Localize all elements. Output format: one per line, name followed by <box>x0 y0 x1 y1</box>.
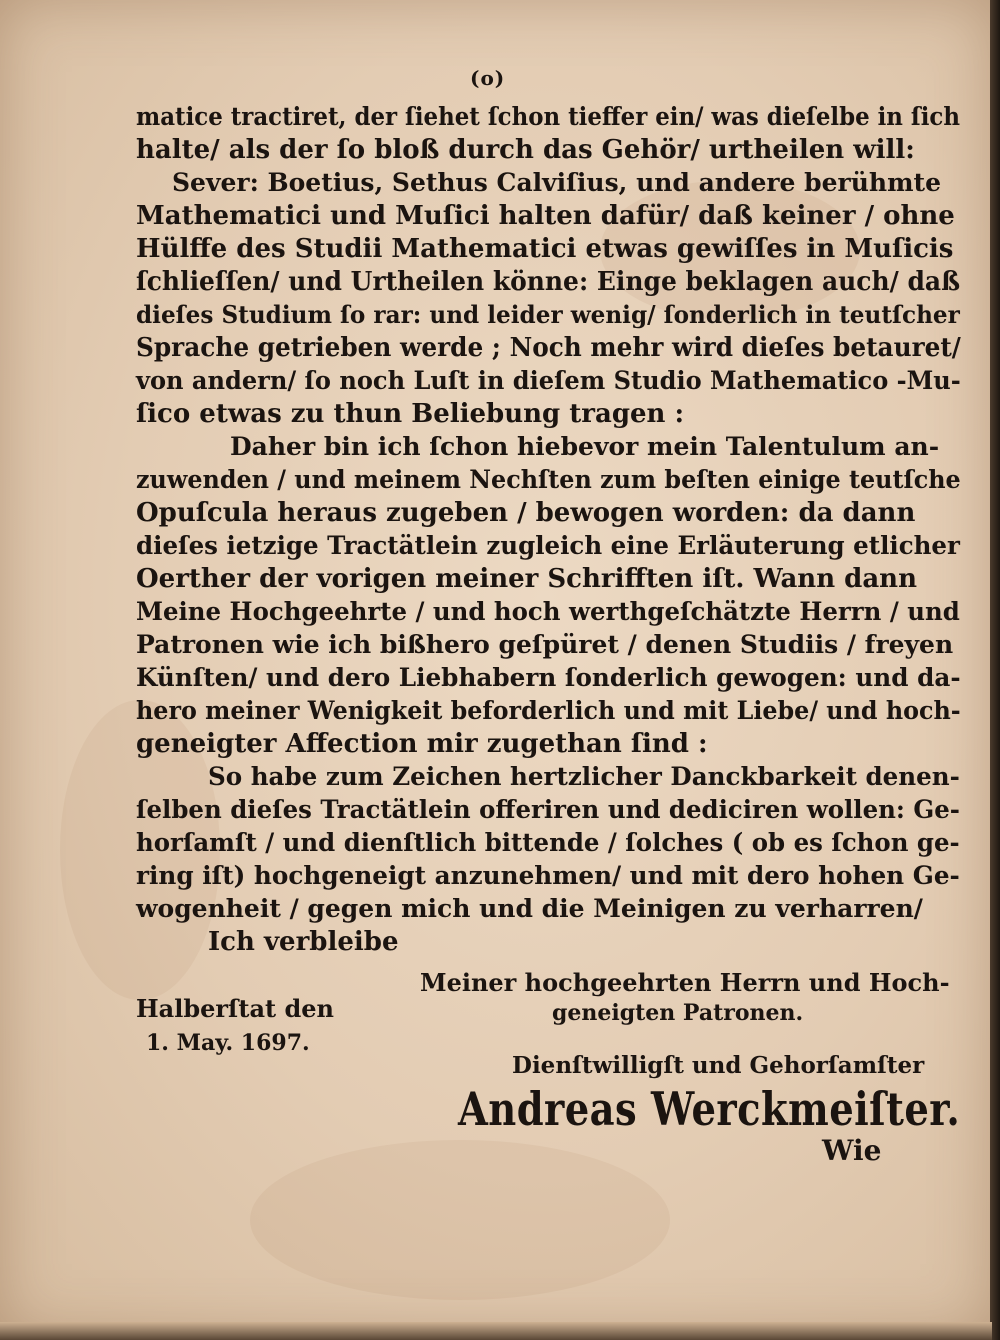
text-line: von andern/ ſo noch Luſt in dieſem Studio Mathematico -Mu- <box>136 366 961 395</box>
paper-stain <box>250 1140 670 1300</box>
author-signature: Andreas Werckmeiſter. <box>458 1082 961 1136</box>
text-line: ſchlieſſen/ und Urtheilen könne: Einge beklagen auch/ daß <box>136 267 961 297</box>
text-line: hero meiner Wenigkeit beforderlich und mit Liebe/ und hoch- <box>136 696 961 725</box>
catchword: Wie <box>822 1134 882 1167</box>
text-line: wogenheit / gegen mich und die Meinigen zu verharren/ <box>136 894 923 923</box>
page-edge-bottom <box>0 1322 992 1340</box>
text-line: Mathematici und Muſici halten dafür/ daß keiner / ohne <box>136 201 955 231</box>
text-line: Sever: Boetius, Sethus Calviſius, und andere berühmte <box>172 168 941 197</box>
text-line: ring iſt) hochgeneigt anzunehmen/ und mit dero hohen Ge- <box>136 861 960 890</box>
page-folio: (o) <box>470 66 506 90</box>
text-line: matice tractiret, der ſiehet ſchon tieffer ein/ was dieſelbe in ſich <box>136 102 960 131</box>
text-line: geneigter Affection mir zugethan ſind : <box>136 729 708 759</box>
place-line: Halberſtat den <box>136 994 334 1023</box>
text-line: Opuſcula heraus zugeben / bewogen worden: da dann <box>136 498 916 528</box>
text-line: So habe zum Zeichen hertzlicher Danckbarkeit denen- <box>208 762 960 791</box>
date-line: 1. May. 1697. <box>146 1030 310 1056</box>
address-line: geneigten Patronen. <box>552 1000 804 1026</box>
text-line: Oerther der vorigen meiner Schrifften iſt. Wann dann <box>136 564 917 594</box>
text-line: ſico etwas zu thun Beliebung tragen : <box>136 399 685 429</box>
text-line: Hülffe des Studii Mathematici etwas gewiſſes in Muſicis <box>136 234 954 264</box>
text-line: zuwenden / und meinem Nechſten zum beſten einige teutſche <box>136 465 961 494</box>
text-line: Patronen wie ich bißhero geſpüret / denen Studiis / freyen <box>136 630 954 659</box>
text-line: Künſten/ und dero Liebhabern ſonderlich gewogen: und da- <box>136 663 961 692</box>
text-line: Meine Hochgeehrte / und hoch werthgeſchätzte Herrn / und <box>136 597 960 626</box>
page-edge-right <box>990 0 1000 1340</box>
text-line: halte/ als der ſo bloß durch das Gehör/ urtheilen will: <box>136 135 915 165</box>
text-line: dieſes ietzige Tractätlein zugleich eine Erläuterung etlicher <box>136 531 960 560</box>
text-line: Daher bin ich ſchon hiebevor mein Talentulum an- <box>230 432 940 461</box>
text-line: dieſes Studium ſo rar: und leider wenig/ ſonderlich in teutſcher <box>136 300 960 329</box>
text-line: Ich verbleibe <box>208 927 399 957</box>
text-line: ſelben dieſes Tractätlein offeriren und dediciren wollen: Ge- <box>136 795 960 824</box>
valediction: Dienſtwilligſt und Gehorſamſter <box>512 1052 925 1079</box>
text-line: horſamſt / und dienſtlich bittende / ſolches ( ob es ſchon ge- <box>136 828 960 857</box>
text-line: Sprache getrieben werde ; Noch mehr wird dieſes betauret/ <box>136 333 961 363</box>
address-line: Meiner hochgeehrten Herrn und Hoch- <box>420 968 950 997</box>
